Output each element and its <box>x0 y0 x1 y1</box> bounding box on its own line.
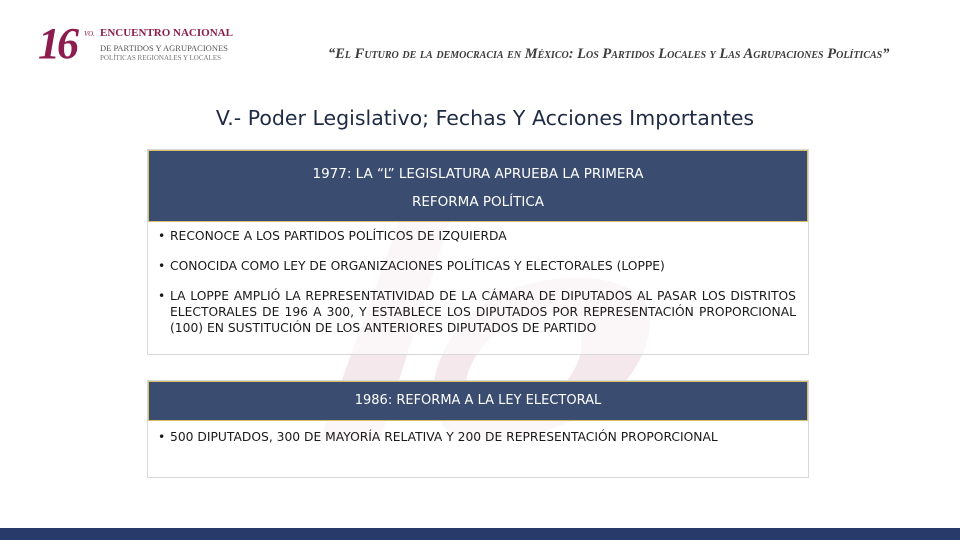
reform-1977-header <box>148 150 808 222</box>
footer-bar <box>0 528 960 540</box>
reform-1986-bullets <box>148 421 808 445</box>
list-item <box>158 258 796 274</box>
event-logo <box>38 19 238 72</box>
page-title: V.- Poder Legislativo; Fechas Y Acciones Importantes <box>215 106 755 130</box>
list-item <box>158 288 796 336</box>
reform-1977-panel <box>147 149 809 355</box>
bullet-icon: • <box>158 259 166 273</box>
logo-superscript: VO. <box>84 30 95 38</box>
bullet-text: CONOCIDA COMO LEY DE ORGANIZACIONES POLÍTICAS Y ELECTORALES (LOPPE) <box>170 259 665 273</box>
bullet-text: 500 DIPUTADOS, 300 DE MAYORÍA RELATIVA Y 200 DE REPRESENTACIÓN PROPORCIONAL <box>170 430 718 444</box>
reform-1986-panel <box>147 380 809 478</box>
event-tagline: “El Futuro de la democracia en México: Los Partidos Locales y Las Agrupaciones Políticas” <box>328 46 890 62</box>
list-item <box>158 429 796 445</box>
logo-line-2: DE PARTIDOS Y AGRUPACIONES <box>100 43 228 53</box>
reform-1977-bullets <box>148 222 808 336</box>
reform-1977-header-line-2: REFORMA POLÍTICA <box>411 194 544 210</box>
bullet-icon: • <box>158 430 166 444</box>
bullet-icon: • <box>158 229 166 243</box>
logo-line-3: POLÍTICAS REGIONALES Y LOCALES <box>100 54 222 62</box>
reform-1977-header-line-1: 1977: LA “L” LEGISLATURA APRUEBA LA PRIMERA <box>312 166 644 182</box>
logo-line-1: ENCUENTRO NACIONAL <box>100 27 233 39</box>
bullet-text: RECONOCE A LOS PARTIDOS POLÍTICOS DE IZQUIERDA <box>170 229 507 243</box>
logo-number: 16 <box>38 19 76 68</box>
list-item <box>158 228 796 244</box>
bullet-icon: • <box>158 289 166 303</box>
reform-1986-header: 1986: REFORMA A LA LEY ELECTORAL <box>148 381 808 421</box>
bullet-text: LA LOPPE AMPLIÓ LA REPRESENTATIVIDAD DE LA CÁMARA DE DIPUTADOS AL PASAR LOS DISTRITOS ELECTORALES DE 196 A 300, Y ESTABLECE LOS DIPUTADOS POR REPRESENTACIÓN PROPORCIONAL (100) EN SUSTITUCIÓN DE LOS ANTERIORES DIPUTADOS DE PARTIDO <box>170 289 796 335</box>
